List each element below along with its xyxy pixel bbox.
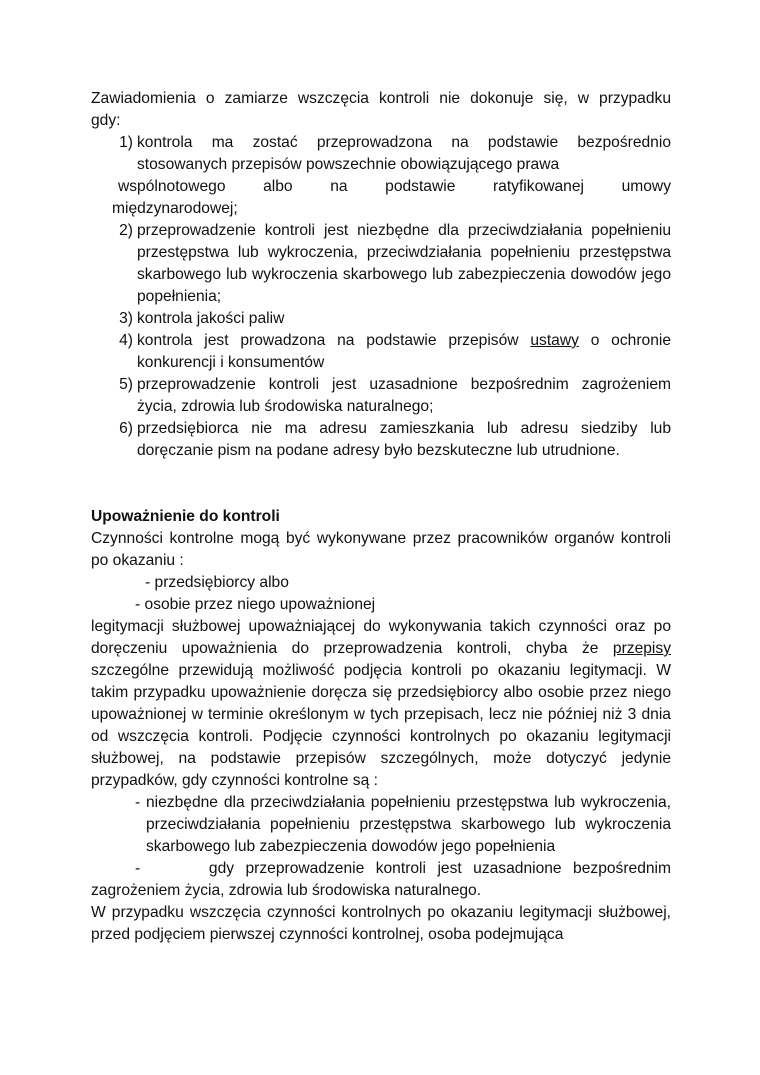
list-item <box>91 418 671 462</box>
list-number: 4) <box>119 332 133 349</box>
dash-item: - osobie przez niego upoważnionej <box>135 596 376 613</box>
list-item <box>91 220 671 308</box>
paragraph: legitymacji służbowej upoważniającej do wykonywania takich czynności oraz po doręczeniu upoważnienia do przeprowadzenia kontroli, chyba że przepisy szczególne przewidują możliwość podjęcia kontroli po okazaniu legitymacji. W takim przypadku upoważnienie doręcza się przedsiębiorcy albo osobie przez niego upoważnionej w terminie określonym w tych przepisach, lecz nie później niż 3 dnia od wszczęcia kontroli. Podjęcie czynności kontrolnych po okazaniu legitymacji służbowej, na podstawie przepisów szczególnych, może dotyczyć jedynie przypadków, gdy czynności kontrolne są : <box>91 618 671 789</box>
document-page <box>91 88 671 946</box>
intro-line-2: gdy: <box>91 112 121 129</box>
list-number: 1) <box>119 134 133 151</box>
paragraph: W przypadku wszczęcia czynności kontrolnych po okazaniu legitymacji służbowej, przed podjęciem pierwszej czynności kontrolnej, osoba podejmująca <box>91 904 671 943</box>
list-item-text: przeprowadzenie kontroli jest uzasadnione bezpośrednim zagrożeniem życia, zdrowia lub środowiska naturalnego; <box>137 376 671 415</box>
list-number: 3) <box>119 310 133 327</box>
list-item <box>91 374 671 418</box>
exceptions-list <box>91 132 671 462</box>
list-item-continuation <box>91 176 671 220</box>
list-item-text: przeprowadzenie kontroli jest niezbędne dla przeciwdziałania popełnieniu przestępstwa lub wykroczenia, przeciwdziałania popełnieniu przestępstwa skarbowego lub wykroczenia skarbowego lub zabezpieczenia dowodów jego popełnienia; <box>137 222 671 305</box>
list-item <box>91 308 671 330</box>
list-item-text: kontrola jakości paliw <box>137 310 285 327</box>
ustawy-link[interactable]: ustawy <box>530 332 579 349</box>
list-item-text: przedsiębiorca nie ma adresu zamieszkania lub adresu siedziby lub doręczanie pism na podane adresy było bezskuteczne lub utrudnione. <box>137 420 671 459</box>
bullet-item-line: zagrożeniem życia, zdrowia lub środowiska naturalnego. <box>91 882 482 899</box>
dash-item: - przedsiębiorcy albo <box>145 574 289 591</box>
przepisy-link[interactable]: przepisy <box>612 640 671 657</box>
bullet-item-line: - gdy przeprowadzenie kontroli jest uzasadnione bezpośrednim <box>135 860 671 877</box>
bullet-item <box>91 792 671 858</box>
list-item-continuation-line: wspólnotowego albo na podstawie ratyfikowanej umowy <box>118 178 671 195</box>
list-item-text: kontrola jest prowadzona na podstawie przepisów <box>137 332 531 349</box>
list-item-text-line: stosowanych przepisów powszechnie obowiązującego prawa <box>137 156 560 173</box>
list-number: 6) <box>119 420 133 437</box>
list-number: 2) <box>119 222 133 239</box>
list-item <box>91 132 671 176</box>
bullet-dash: - <box>135 794 141 811</box>
list-number: 5) <box>119 376 133 393</box>
list-item-text-line: kontrola ma zostać przeprowadzona na podstawie bezpośrednio <box>137 134 671 151</box>
list-item-continuation-line: międzynarodowej; <box>112 200 238 217</box>
bullet-text: niezbędne dla przeciwdziałania popełnieniu przestępstwa lub wykroczenia, przeciwdziałania popełnieniu przestępstwa skarbowego lub wykroczenia skarbowego lub zabezpieczenia dowodów jego popełnienia <box>146 794 671 855</box>
section-heading: Upoważnienie do kontroli <box>91 508 280 525</box>
intro-line-1: Zawiadomienia o zamiarze wszczęcia kontroli nie dokonuje się, w przypadku <box>91 90 671 107</box>
paragraph: Czynności kontrolne mogą być wykonywane przez pracowników organów kontroli po okazaniu : <box>91 530 671 569</box>
list-item <box>91 330 671 374</box>
list-item-text: o ochronie konkurencji i konsumentów <box>137 332 672 371</box>
